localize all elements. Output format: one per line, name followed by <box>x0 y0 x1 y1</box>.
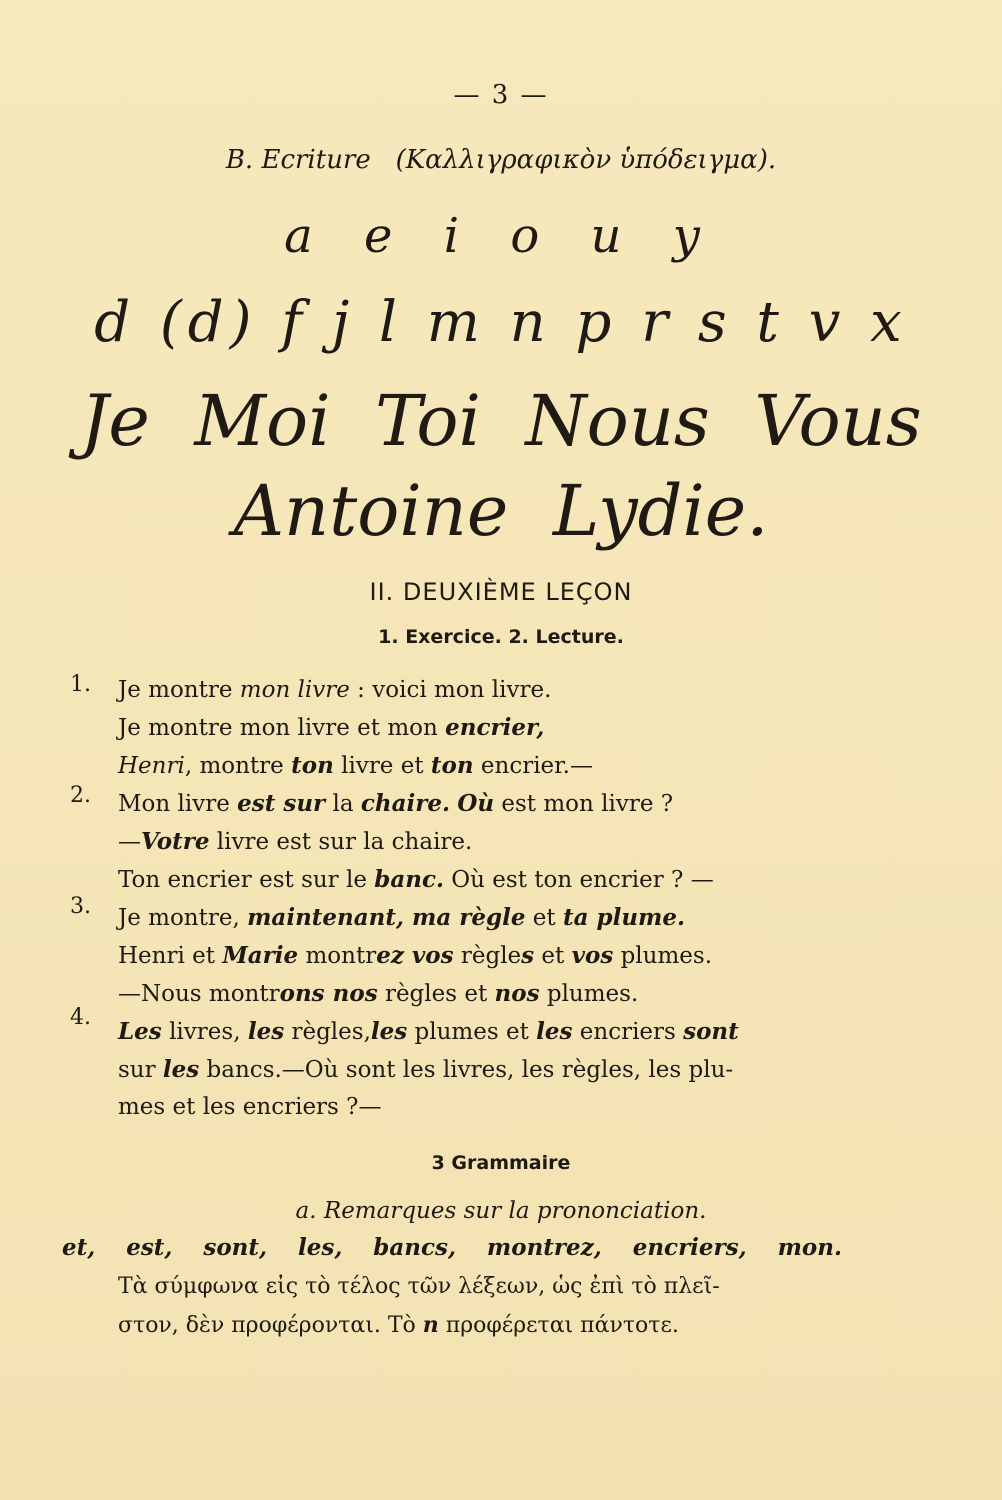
script-letter: r <box>641 290 674 355</box>
script-letter: (d) <box>159 290 258 355</box>
script-letter: v <box>808 290 847 355</box>
script-names <box>0 470 1002 552</box>
text-line: Henri et Marie montrez vos règles et vos plumes. <box>118 942 713 969</box>
greek-note <box>118 1268 838 1345</box>
text-line: —Votre livre est sur la chaire. <box>118 828 473 855</box>
script-letter: x <box>870 290 908 355</box>
script-letter: m <box>426 290 486 355</box>
script-word: Antoine <box>233 470 509 552</box>
example-word: bancs, <box>373 1234 456 1261</box>
text-line: —Nous montrons nos règles et nos plumes. <box>118 980 639 1007</box>
script-letter: d <box>94 290 137 355</box>
greek-line: Τὰ σύμφωνα εἰς τὸ τέλος τῶν λέξεων, ὡς ἐπὶ τὸ πλεῖ- <box>118 1274 720 1299</box>
text-line: Henri, montre ton livre et ton encrier.— <box>118 752 593 779</box>
section-heading-writing <box>0 145 1002 175</box>
page-number: — 3 — <box>453 80 549 110</box>
example-word: encriers, <box>632 1234 747 1261</box>
script-vowels <box>0 208 1002 264</box>
item-number: 4. <box>70 1005 91 1030</box>
script-pronouns <box>0 380 1002 462</box>
script-word: Lydie. <box>552 470 769 552</box>
script-letter: j <box>331 290 356 355</box>
text-line: Je montre mon livre et mon encrier, <box>118 714 545 741</box>
script-word: Vous <box>754 380 922 462</box>
script-letter: a <box>284 208 331 264</box>
item-number: 2. <box>70 783 91 808</box>
heading-label: B. Ecriture <box>225 145 371 175</box>
script-letter: i <box>443 208 478 264</box>
script-letter: t <box>756 290 785 355</box>
lesson-subtitle: 1. Exercice. 2. Lecture. <box>378 626 624 648</box>
text-line: Mon livre est sur la chaire. Où est mon livre ? <box>118 790 674 817</box>
script-letter: e <box>364 208 411 264</box>
text-line: Ton encrier est sur le banc. Où est ton encrier ? — <box>118 866 714 893</box>
script-letter: p <box>575 290 618 355</box>
item-number: 1. <box>70 672 91 697</box>
text-line: Je montre mon livre : voici mon livre. <box>118 677 552 703</box>
text-line: sur les bancs.—Où sont les livres, les règles, les plu- <box>118 1056 734 1083</box>
script-letter: y <box>672 208 718 264</box>
example-word: mon. <box>777 1234 842 1261</box>
script-word: Moi <box>194 380 331 462</box>
script-word: Nous <box>525 380 710 462</box>
exercise-text <box>118 672 838 1126</box>
script-letter: o <box>510 208 558 264</box>
example-word: est, <box>126 1234 173 1261</box>
example-word: et, <box>62 1234 96 1261</box>
example-word: sont, <box>203 1234 268 1261</box>
script-letter: s <box>697 290 733 355</box>
text-line: Les livres, les règles,les plumes et les encriers sont <box>118 1018 739 1045</box>
script-letter: u <box>590 208 640 264</box>
example-word: les, <box>298 1234 343 1261</box>
grammar-title: 3 Grammaire <box>431 1152 571 1174</box>
example-words <box>62 1234 842 1261</box>
heading-greek: (Καλλιγραφικὸν ὑπόδειγμα). <box>395 145 777 175</box>
script-word: Je <box>80 380 150 462</box>
script-consonants <box>0 290 1002 355</box>
greek-line: στον, δὲν προφέρονται. Τὸ n προφέρεται πάντοτε. <box>118 1312 679 1338</box>
item-number: 3. <box>70 894 91 919</box>
script-word: Toi <box>375 380 481 462</box>
text-line: mes et les encriers ?— <box>118 1094 382 1120</box>
script-letter: n <box>509 290 552 355</box>
text-line: Je montre, maintenant, ma règle et ta plume. <box>118 904 686 931</box>
lesson-title: II. DEUXIÈME LEÇON <box>369 578 633 606</box>
remarks-title: a. Remarques sur la prononciation. <box>295 1198 707 1224</box>
script-letter: f <box>281 290 308 355</box>
example-word: montrez, <box>486 1234 602 1261</box>
script-letter: l <box>379 290 403 355</box>
